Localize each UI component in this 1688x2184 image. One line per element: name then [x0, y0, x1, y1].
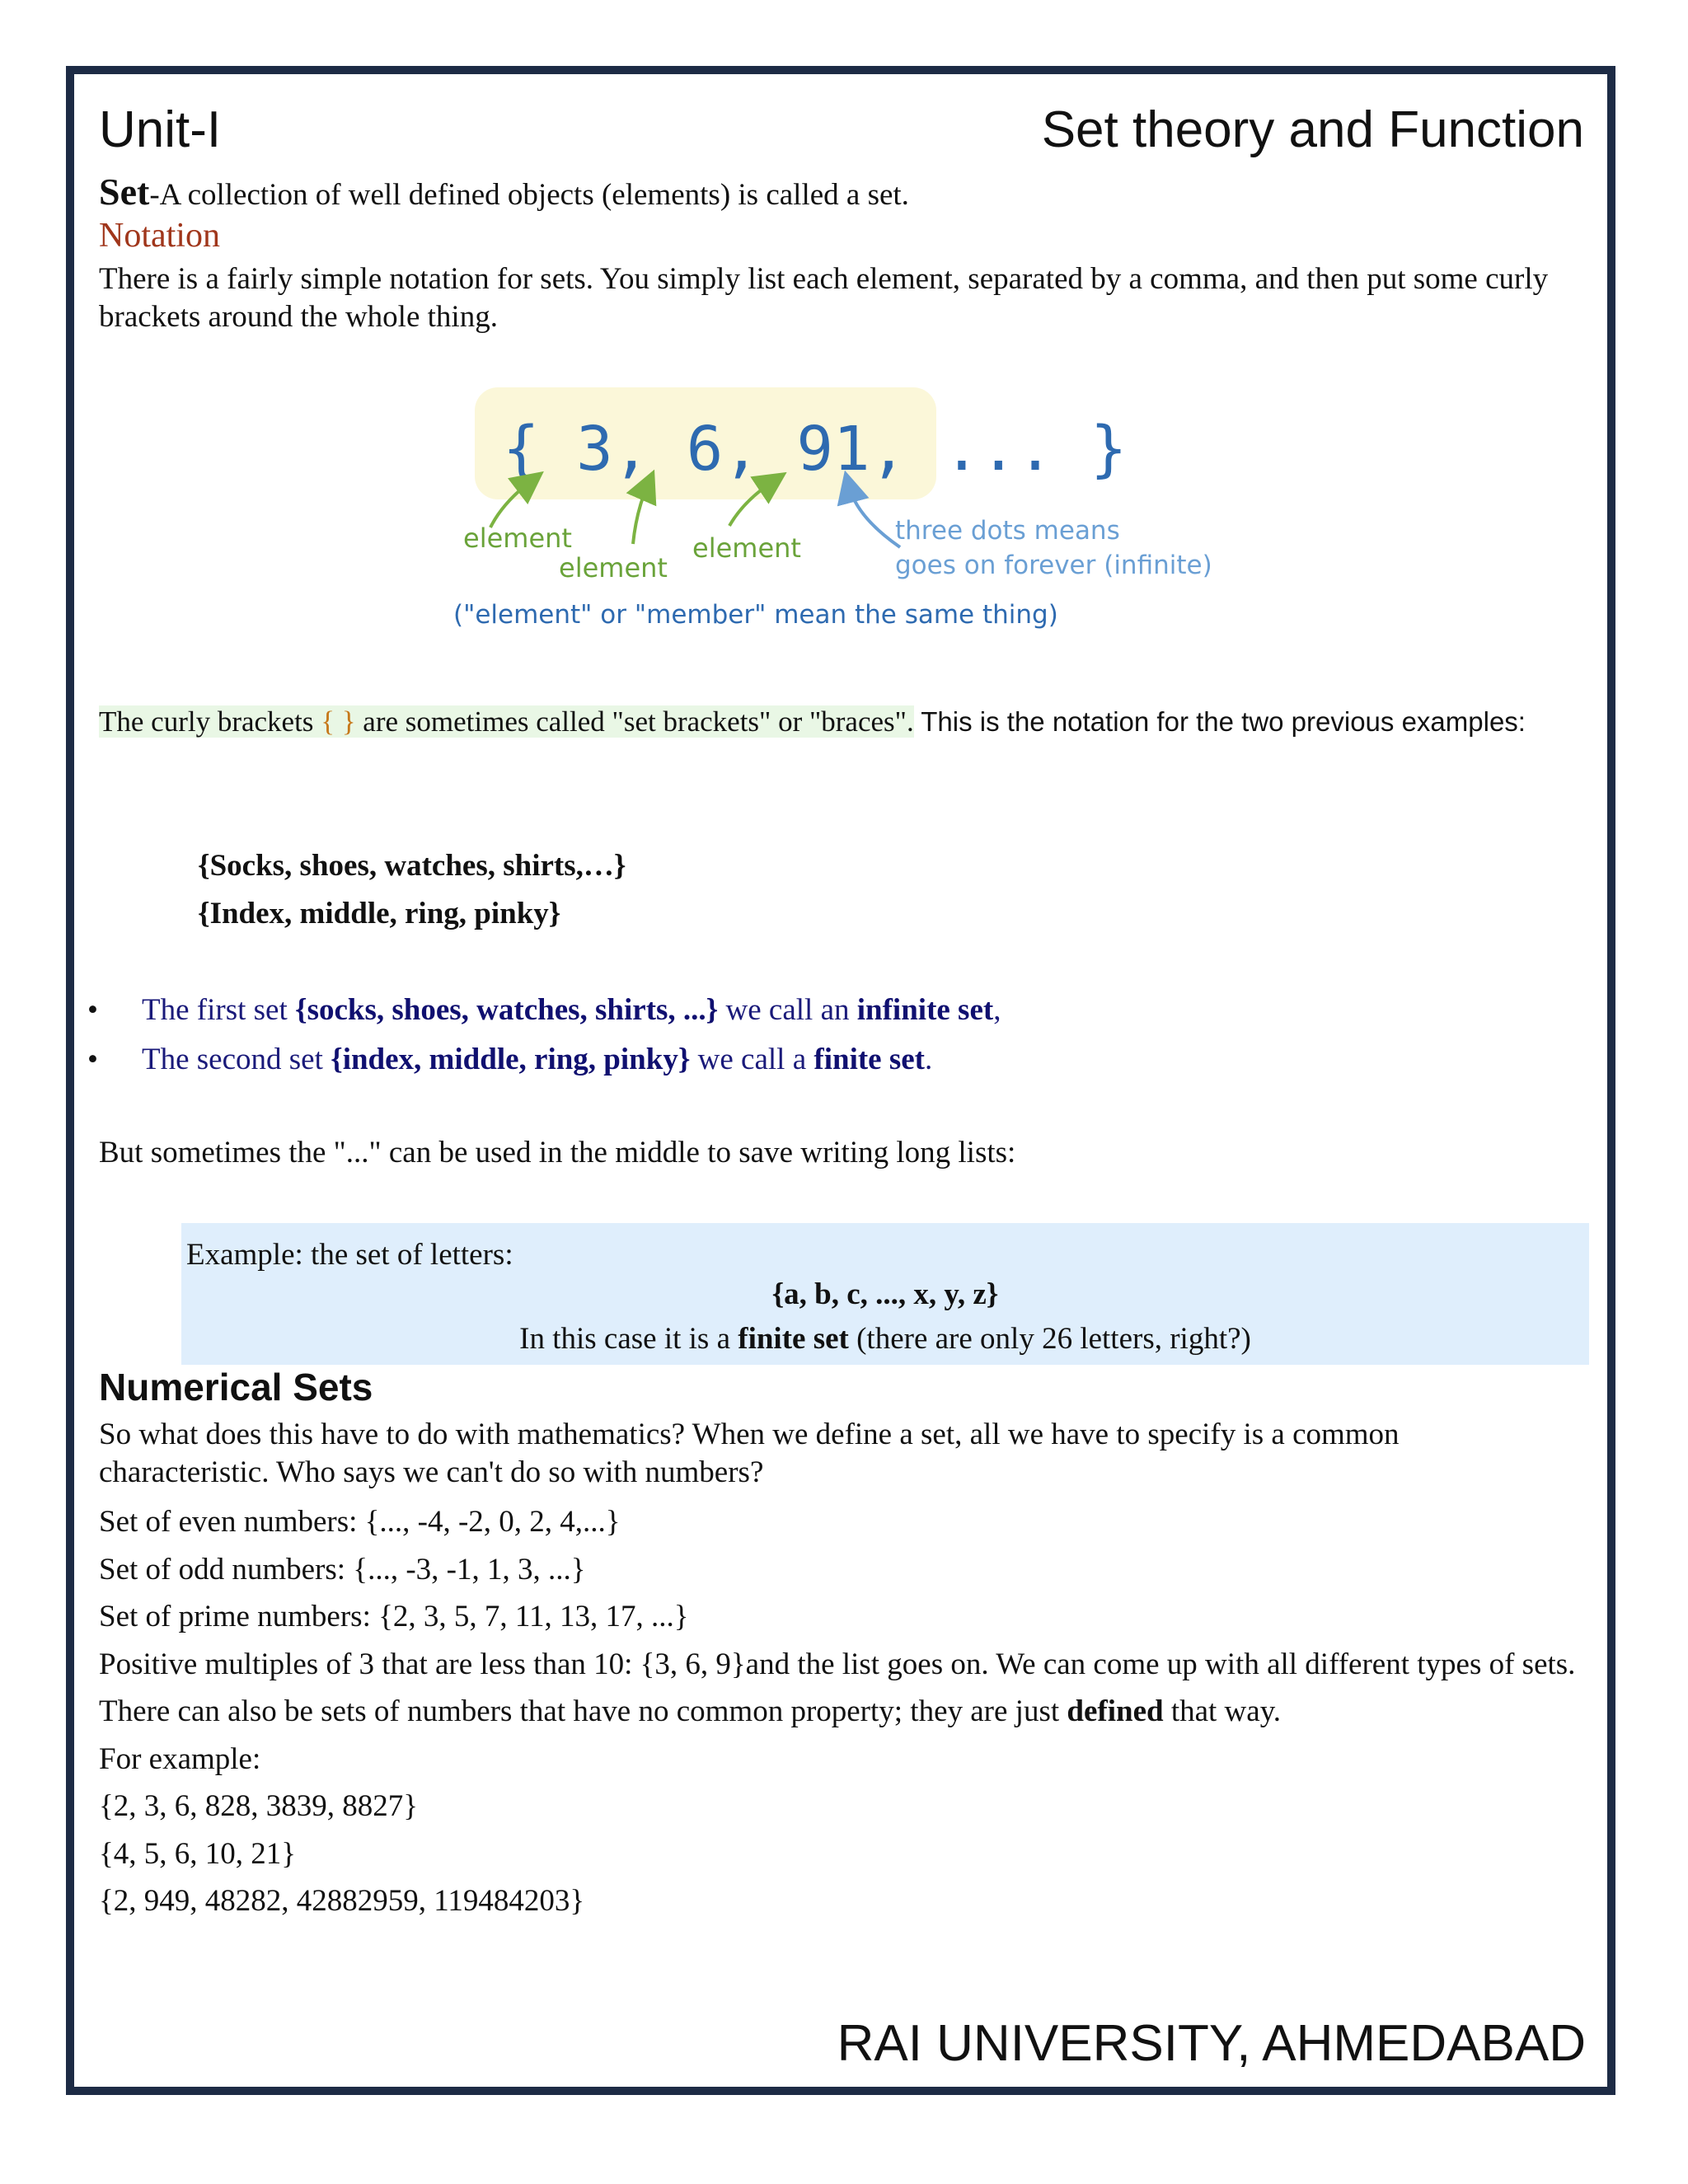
for-example-label: For example: — [99, 1741, 261, 1776]
middle-paragraph: But sometimes the "..." can be used in the middle to save writing long lists: — [99, 1136, 1016, 1169]
numerical-list — [99, 1498, 1582, 1925]
multiples-paragraph — [99, 1641, 1582, 1736]
notation-paragraph: There is a fairly simple notation for sets. You simply list each element, separated by a comma, and then put some curly brackets around the whole thing. — [99, 262, 1549, 334]
example-box-heading: Example: the set of letters: — [186, 1238, 513, 1272]
set-definition-text: -A collection of well defined objects (elements) is called a set. — [149, 178, 909, 212]
example-number-set-3: {2, 949, 48282, 42882959, 119484203} — [99, 1884, 585, 1918]
examples-list — [198, 842, 626, 938]
brackets-highlight — [99, 705, 914, 738]
bullet-text: The first set — [142, 993, 295, 1027]
set-definition — [99, 173, 909, 214]
bullet-set: {index, middle, ring, pinky} — [331, 1043, 691, 1076]
label-element-3: element — [692, 532, 801, 564]
example-box-note — [181, 1315, 1589, 1363]
unit-title: Unit-I — [99, 101, 222, 158]
multiples-text: Positive multiples of 3 that are less than 10: {3, 6, 9}and the list goes on. We can come up with all different types of sets. There can also be sets of numbers that have no common property; they are just — [99, 1647, 1576, 1728]
note-text: (there are only 26 letters, right?) — [848, 1322, 1251, 1356]
bullet-item-infinite — [82, 986, 1582, 1035]
bullet-dot: • — [87, 1043, 98, 1076]
label-dots-line2: goes on forever (infinite) — [895, 551, 1212, 580]
numerical-sets-heading: Numerical Sets — [99, 1366, 373, 1408]
bullet-text: we call an — [718, 993, 857, 1027]
bullet-text: , — [993, 993, 1001, 1027]
bullet-list — [82, 986, 1582, 1085]
example-number-set-1: {2, 3, 6, 828, 3839, 8827} — [99, 1789, 419, 1823]
illustration-caption: ("element" or "member" mean the same thing) — [453, 600, 1058, 630]
set-notation-illustration — [445, 379, 1253, 651]
example-box — [181, 1223, 1589, 1365]
label-element-2: element — [559, 552, 668, 583]
bullet-dot: • — [87, 993, 98, 1027]
subject-title: Set theory and Function — [1041, 101, 1584, 158]
bullet-item-finite — [82, 1035, 1582, 1085]
example-number-set-2: {4, 5, 6, 10, 21} — [99, 1836, 297, 1871]
note-term: finite set — [738, 1322, 849, 1356]
bullet-text: . — [925, 1043, 933, 1076]
brackets-paragraph — [99, 697, 1566, 747]
letters-set: {a, b, c, ..., x, y, z} — [771, 1277, 999, 1311]
brackets-post: are sometimes called "set brackets" or "braces". — [355, 705, 914, 738]
even-numbers: Set of even numbers: {..., -4, -2, 0, 2, 4,...} — [99, 1505, 621, 1539]
footer-university: RAI UNIVERSITY, AHMEDABAD — [837, 2015, 1586, 2072]
defined-term: defined — [1067, 1694, 1164, 1728]
example-set-2: {Index, middle, ring, pinky} — [198, 897, 561, 930]
brackets-tail: This is the notation for the two previous examples: — [913, 706, 1526, 737]
notation-heading: Notation — [99, 217, 220, 255]
bullet-text: we call a — [690, 1043, 814, 1076]
bullet-text: The second set — [142, 1043, 331, 1076]
brackets-pre: The curly brackets — [99, 705, 321, 738]
label-dots-line1: three dots means — [895, 516, 1120, 546]
bullet-term: infinite set — [856, 993, 994, 1027]
example-set-text: { 3, 6, 91, ... } — [503, 414, 1128, 485]
numerical-intro: So what does this have to do with mathematics? When we define a set, all we have to specify is a common characteristic. Who says we can't do so with numbers? — [99, 1418, 1400, 1489]
bullet-term: finite set — [814, 1043, 925, 1076]
multiples-text: that way. — [1163, 1694, 1282, 1728]
bullet-set: {socks, shoes, watches, shirts, ...} — [294, 993, 719, 1027]
note-text: In this case it is a — [519, 1322, 738, 1356]
label-element-1: element — [463, 523, 572, 554]
odd-numbers: Set of odd numbers: {..., -3, -1, 1, 3, ...} — [99, 1552, 586, 1586]
set-term: Set — [99, 171, 150, 213]
example-set-1: {Socks, shoes, watches, shirts,…} — [198, 849, 626, 883]
braces-symbol: { } — [321, 705, 356, 738]
prime-numbers: Set of prime numbers: {2, 3, 5, 7, 11, 13, 17, ...} — [99, 1600, 689, 1633]
